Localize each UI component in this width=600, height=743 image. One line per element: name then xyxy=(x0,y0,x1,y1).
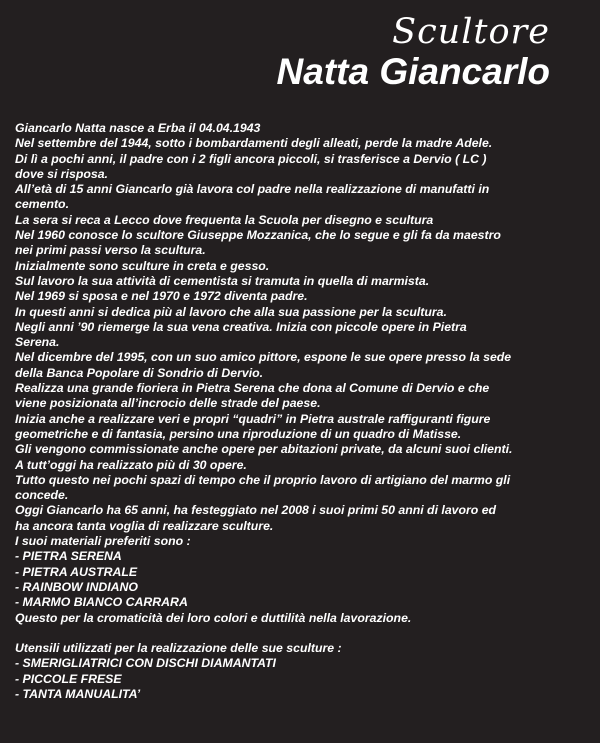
text-line: Giancarlo Natta nasce a Erba il 04.04.1943 xyxy=(15,121,261,135)
text-line: Di lì a pochi anni, il padre con i 2 figli ancora piccoli, si trasferisce a Dervio ( LC ) xyxy=(15,151,487,166)
text-line: - RAINBOW INDIANO xyxy=(15,579,138,594)
text-line: Negli anni ’90 riemerge la sua vena creativa. Inizia con piccole opere in Pietra xyxy=(15,319,467,334)
text-line: ha ancora tanta voglia di realizzare sculture. xyxy=(15,518,274,533)
page-title: Natta Giancarlo xyxy=(276,51,550,92)
text-line: In questi anni si dedica più al lavoro che alla sua passione per la scultura. xyxy=(15,304,447,319)
biography-text xyxy=(15,121,590,702)
text-line: geometriche e di fantasia, persino una riproduzione di un quadro di Matisse. xyxy=(15,426,462,441)
text-line: I suoi materiali preferiti sono : xyxy=(15,534,191,549)
text-line: Oggi Giancarlo ha 65 anni, ha festeggiato nel 2008 i suoi primi 50 anni di lavoro ed xyxy=(15,503,497,518)
text-line: Nel 1960 conosce lo scultore Giuseppe Mozzanica, che lo segue e gli fa da maestro xyxy=(15,228,501,243)
text-line: La sera si reca a Lecco dove frequenta la Scuola per disegno e scultura xyxy=(15,212,434,227)
text-line: Questo per la cromaticità dei loro colori e duttilità nella lavorazione. xyxy=(15,610,412,625)
text-line: Tutto questo nei pochi spazi di tempo che il proprio lavoro di artigiano del marmo gli xyxy=(15,472,511,487)
text-line xyxy=(15,626,590,641)
text-line: - SMERIGLIATRICI CON DISCHI DIAMANTATI xyxy=(15,656,276,671)
text-line: viene posizionata all’incrocio delle strade del paese. xyxy=(15,396,321,411)
text-line: Inizia anche a realizzare veri e propri “quadri” in Pietra australe raffiguranti figure xyxy=(15,411,491,426)
text-line: - PIETRA SERENA xyxy=(15,549,122,564)
text-line: dove si risposa. xyxy=(15,166,108,181)
text-line: Inizialmente sono sculture in creta e gesso. xyxy=(15,258,270,273)
text-line: - TANTA MANUALITA’ xyxy=(15,686,141,701)
text-line: All’età di 15 anni Giancarlo già lavora col padre nella realizzazione di manufatti in xyxy=(15,182,490,197)
text-line: Sul lavoro la sua attività di cementista si tramuta in quella di marmista. xyxy=(15,273,430,288)
text-line: Gli vengono commissionate anche opere per abitazioni private, da alcuni suoi clienti. xyxy=(15,442,513,457)
text-line: Nel dicembre del 1995, con un suo amico pittore, espone le sue opere presso la sede xyxy=(15,350,512,365)
text-line: A tutt’oggi ha realizzato più di 30 opere. xyxy=(15,457,247,472)
text-line: concede. xyxy=(15,488,69,503)
text-line: Serena. xyxy=(15,335,60,350)
text-line: cemento. xyxy=(15,197,69,212)
text-line: - PICCOLE FRESE xyxy=(15,671,122,686)
text-line: - PIETRA AUSTRALE xyxy=(15,564,138,579)
header xyxy=(277,12,550,92)
text-line: della Banca Popolare di Sondrio di Dervio. xyxy=(15,365,264,380)
text-line: nei primi passi verso la scultura. xyxy=(15,243,206,258)
text-line: Utensili utilizzati per la realizzazione delle sue sculture : xyxy=(15,641,342,656)
text-line: Nel 1969 si sposa e nel 1970 e 1972 diventa padre. xyxy=(15,289,308,304)
text-line: Nel settembre del 1944, sotto i bombardamenti degli alleati, perde la madre Adele. xyxy=(15,136,493,151)
text-line: - MARMO BIANCO CARRARA xyxy=(15,595,188,610)
text-line: Realizza una grande fioriera in Pietra Serena che dona al Comune di Dervio e che xyxy=(15,381,490,396)
page-subtitle: Scultore xyxy=(392,12,550,52)
